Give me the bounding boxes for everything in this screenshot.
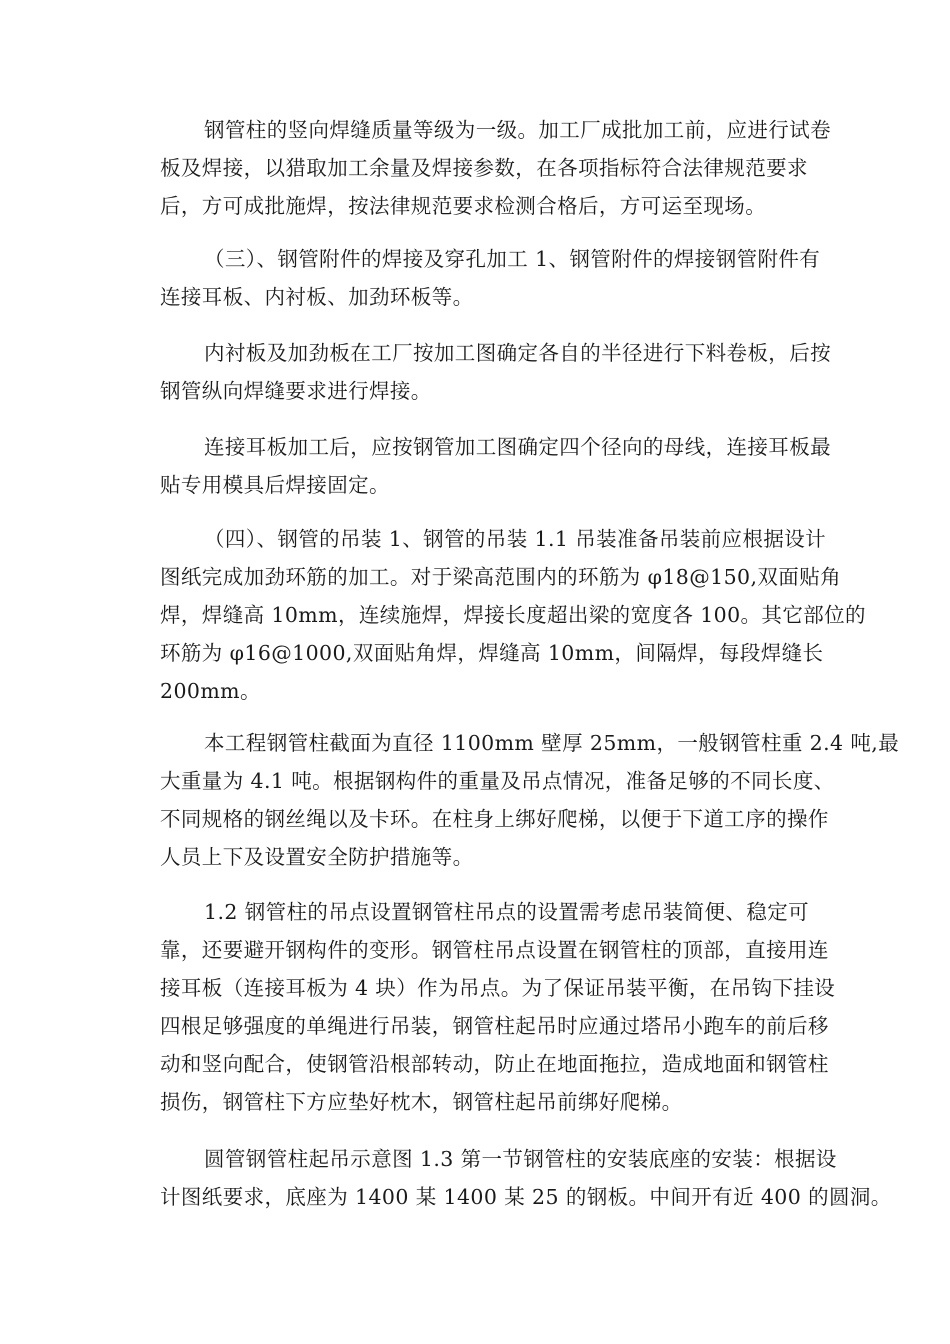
text-line: 钢管柱的竖向焊缝质量等级为一级。加工厂成批加工前，应进行试卷	[204, 118, 831, 142]
text-line: 计图纸要求，底座为 1400 某 1400 某 25 的钢板。中间开有近 400 的圆洞。	[160, 1185, 892, 1209]
text-line: 图纸完成加劲环筋的加工。对于梁高范围内的环筋为 φ18@150,双面贴角	[160, 565, 841, 589]
text-line: 焊，焊缝高 10mm，连续施焊，焊接长度超出梁的宽度各 100。其它部位的	[160, 603, 866, 627]
text-line: （三）、钢管附件的焊接及穿孔加工 1、钢管附件的焊接钢管附件有	[204, 247, 821, 271]
text-line: 连接耳板、内衬板、加劲环板等。	[160, 285, 474, 309]
text-line: 圆管钢管柱起吊示意图 1.3 第一节钢管柱的安装底座的安装：根据设	[204, 1147, 837, 1171]
text-line: 本工程钢管柱截面为直径 1100mm 壁厚 25mm，一般钢管柱重 2.4 吨,最	[204, 731, 900, 755]
paragraph-ear-plate	[116, 428, 832, 504]
paragraph-weld-quality	[116, 111, 832, 225]
paragraph-base-installation	[116, 1140, 892, 1216]
text-line: 环筋为 φ16@1000,双面贴角焊，焊缝高 10mm，间隔焊，每段焊缝长	[160, 641, 824, 665]
text-line: 贴专用模具后焊接固定。	[160, 473, 390, 497]
paragraph-section-3	[116, 240, 832, 316]
text-line: 钢管纵向焊缝要求进行焊接。	[160, 379, 432, 403]
text-line: 1.2 钢管柱的吊点设置钢管柱吊点的设置需考虑吊装简便、稳定可	[204, 900, 810, 924]
text-line: 不同规格的钢丝绳以及卡环。在柱身上绑好爬梯，以便于下道工序的操作	[160, 807, 829, 831]
paragraph-lining-plate	[116, 334, 832, 410]
text-line: 接耳板（连接耳板为 4 块）作为吊点。为了保证吊装平衡，在吊钩下挂设	[160, 976, 836, 1000]
text-line: 连接耳板加工后，应按钢管加工图确定四个径向的母线，连接耳板最	[204, 435, 831, 459]
text-line: 损伤，钢管柱下方应垫好枕木，钢管柱起吊前绑好爬梯。	[160, 1090, 683, 1114]
text-line: 大重量为 4.1 吨。根据钢构件的重量及吊点情况，准备足够的不同长度、	[160, 769, 835, 793]
paragraph-lifting-point	[116, 893, 836, 1121]
text-line: 靠，还要避开钢构件的变形。钢管柱吊点设置在钢管柱的顶部，直接用连	[160, 938, 829, 962]
text-line: 四根足够强度的单绳进行吊装，钢管柱起吊时应通过塔吊小跑车的前后移	[160, 1014, 829, 1038]
text-line: 内衬板及加劲板在工厂按加工图确定各自的半径进行下料卷板，后按	[204, 341, 831, 365]
text-line: 动和竖向配合，使钢管沿根部转动，防止在地面拖拉，造成地面和钢管柱	[160, 1052, 829, 1076]
paragraph-section-4	[116, 520, 866, 710]
text-line: 后，方可成批施焊，按法律规范要求检测合格后，方可运至现场。	[160, 194, 767, 218]
text-line: 人员上下及设置安全防护措施等。	[160, 845, 474, 869]
text-line: 板及焊接，以猎取加工余量及焊接参数，在各项指标符合法律规范要求	[160, 156, 808, 180]
paragraph-column-section	[116, 724, 900, 876]
text-line: 200mm。	[160, 679, 261, 703]
text-line: （四）、钢管的吊装 1、钢管的吊装 1.1 吊装准备吊装前应根据设计	[204, 527, 827, 551]
